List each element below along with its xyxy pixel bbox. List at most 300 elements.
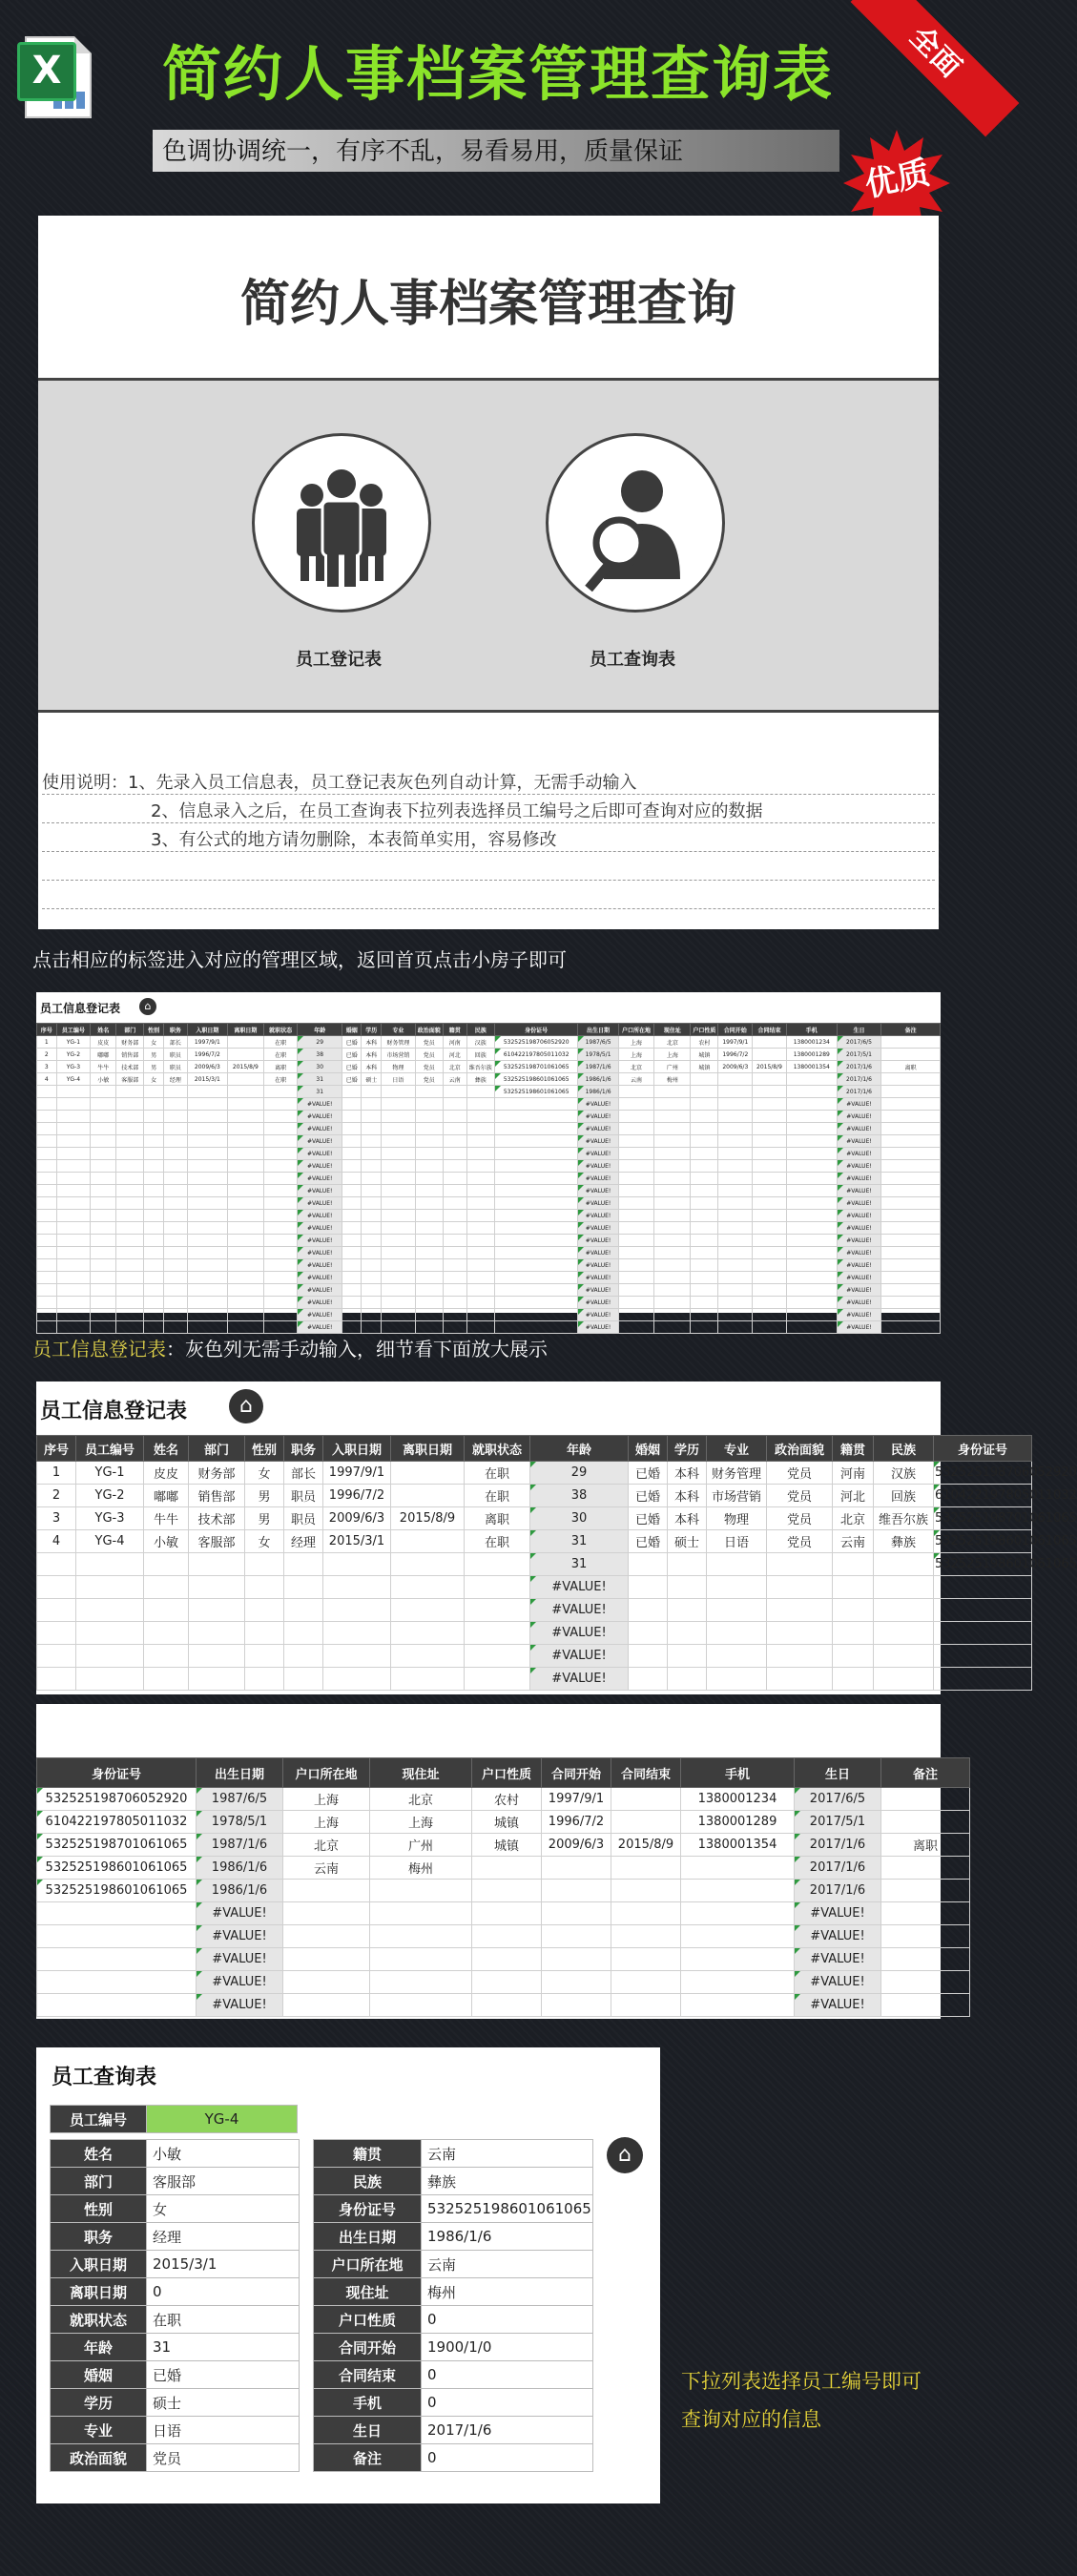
table-cell[interactable] [144,1148,164,1160]
table-cell[interactable]: #VALUE! [197,1948,283,1971]
table-cell[interactable] [323,1622,391,1645]
table-cell[interactable] [668,1645,707,1668]
table-cell[interactable] [718,1135,753,1148]
table-cell[interactable]: 女 [144,1073,164,1086]
table-cell[interactable]: YG-3 [76,1507,144,1530]
table-cell[interactable] [611,1857,681,1880]
table-cell[interactable] [227,1073,263,1086]
table-cell[interactable] [415,1160,443,1173]
table-cell[interactable] [163,1272,187,1284]
table-cell[interactable]: 2015/3/1 [323,1530,391,1553]
table-cell[interactable]: 客服部 [116,1073,144,1086]
table-cell[interactable]: #VALUE! [578,1247,618,1259]
table-cell[interactable]: 河北 [833,1485,874,1507]
table-cell[interactable] [56,1148,91,1160]
table-cell[interactable] [494,1321,578,1334]
table-cell[interactable] [163,1309,187,1321]
table-cell[interactable] [342,1210,362,1222]
table-cell[interactable] [786,1173,837,1185]
table-cell[interactable] [466,1197,494,1210]
table-cell[interactable] [370,1880,472,1902]
table-cell[interactable] [767,1553,833,1576]
table-cell[interactable] [362,1284,382,1297]
table-cell[interactable] [76,1622,144,1645]
table-cell[interactable] [56,1197,91,1210]
table-cell[interactable]: 532525198701061065 [37,1834,197,1857]
table-cell[interactable]: #VALUE! [298,1148,342,1160]
table-cell[interactable]: 财务部 [116,1036,144,1049]
table-cell[interactable]: YG-3 [56,1061,91,1073]
table-cell[interactable] [91,1247,116,1259]
table-cell[interactable] [56,1111,91,1123]
table-cell[interactable] [718,1284,753,1297]
table-cell[interactable] [415,1111,443,1123]
table-cell[interactable] [466,1185,494,1197]
table-cell[interactable] [37,1668,76,1691]
table-cell[interactable] [37,1222,57,1235]
table-cell[interactable]: 1996/7/2 [187,1049,227,1061]
table-cell[interactable] [618,1148,654,1160]
table-cell[interactable] [187,1111,227,1123]
table-cell[interactable] [618,1197,654,1210]
table-cell[interactable] [494,1173,578,1185]
table-cell[interactable] [187,1297,227,1309]
table-cell[interactable]: 北京 [283,1834,370,1857]
table-cell[interactable]: #VALUE! [578,1098,618,1111]
table-cell[interactable] [668,1668,707,1691]
table-cell[interactable] [342,1185,362,1197]
table-cell[interactable] [323,1668,391,1691]
table-cell[interactable]: 河南 [833,1462,874,1485]
table-cell[interactable] [753,1284,787,1297]
table-cell[interactable] [91,1098,116,1111]
table-cell[interactable] [342,1197,362,1210]
table-cell[interactable]: 2009/6/3 [718,1061,753,1073]
table-cell[interactable]: 男 [245,1507,284,1530]
table-cell[interactable] [881,1148,941,1160]
table-cell[interactable] [466,1247,494,1259]
table-cell[interactable] [415,1086,443,1098]
table-cell[interactable] [494,1185,578,1197]
table-cell[interactable] [227,1111,263,1123]
table-cell[interactable] [833,1599,874,1622]
table-cell[interactable]: #VALUE! [837,1247,880,1259]
table-cell[interactable] [654,1284,691,1297]
table-cell[interactable] [542,1948,611,1971]
table-cell[interactable]: 汉族 [466,1036,494,1049]
table-cell[interactable]: 北京 [618,1061,654,1073]
table-cell[interactable] [718,1111,753,1123]
query-nav-button[interactable] [546,433,725,613]
table-cell[interactable] [494,1111,578,1123]
table-cell[interactable]: #VALUE! [837,1111,880,1123]
table-cell[interactable] [144,1599,189,1622]
table-cell[interactable] [227,1297,263,1309]
table-cell[interactable] [786,1321,837,1334]
table-cell[interactable] [382,1197,416,1210]
table-cell[interactable] [881,1971,970,1994]
table-cell[interactable] [691,1309,718,1321]
table-cell[interactable] [494,1160,578,1173]
table-cell[interactable]: 已婚 [629,1507,668,1530]
table-cell[interactable] [443,1135,466,1148]
table-cell[interactable] [163,1247,187,1259]
table-cell[interactable] [227,1098,263,1111]
table-cell[interactable]: YG-2 [56,1049,91,1061]
table-cell[interactable]: 河北 [443,1049,466,1061]
table-cell[interactable]: 回族 [874,1485,934,1507]
table-cell[interactable]: #VALUE! [837,1160,880,1173]
table-cell[interactable]: YG-1 [76,1462,144,1485]
table-cell[interactable] [881,1111,941,1123]
table-cell[interactable] [654,1247,691,1259]
table-cell[interactable]: 上海 [618,1049,654,1061]
table-cell[interactable]: 1997/9/1 [718,1036,753,1049]
table-cell[interactable] [753,1111,787,1123]
table-cell[interactable] [382,1309,416,1321]
table-cell[interactable] [362,1222,382,1235]
table-cell[interactable] [56,1160,91,1173]
table-cell[interactable] [284,1645,323,1668]
table-cell[interactable]: 北京 [654,1036,691,1049]
table-cell[interactable] [284,1668,323,1691]
table-cell[interactable] [786,1272,837,1284]
table-cell[interactable] [466,1235,494,1247]
table-cell[interactable]: 云南 [618,1073,654,1086]
table-cell[interactable]: 1 [37,1036,57,1049]
table-cell[interactable] [144,1160,164,1173]
table-cell[interactable] [611,1788,681,1811]
table-cell[interactable]: #VALUE! [298,1272,342,1284]
table-cell[interactable]: 销售部 [116,1049,144,1061]
table-cell[interactable] [391,1530,465,1553]
table-cell[interactable] [391,1668,465,1691]
table-cell[interactable]: #VALUE! [298,1197,342,1210]
table-cell[interactable] [833,1645,874,1668]
table-cell[interactable]: 1986/1/6 [197,1857,283,1880]
table-cell[interactable]: 532525198601061065 [934,1530,1032,1553]
table-cell[interactable] [618,1160,654,1173]
table-cell[interactable]: 维吾尔族 [874,1507,934,1530]
table-cell[interactable] [466,1086,494,1098]
home-button[interactable] [229,1389,263,1423]
table-cell[interactable]: 嘟嘟 [144,1485,189,1507]
table-cell[interactable] [116,1160,144,1173]
table-cell[interactable] [415,1321,443,1334]
table-cell[interactable] [382,1259,416,1272]
table-cell[interactable] [116,1148,144,1160]
table-cell[interactable] [881,1902,970,1925]
table-cell[interactable]: #VALUE! [298,1284,342,1297]
table-cell[interactable] [382,1297,416,1309]
table-cell[interactable] [494,1148,578,1160]
table-cell[interactable] [654,1259,691,1272]
table-cell[interactable] [465,1553,530,1576]
table-cell[interactable] [611,1902,681,1925]
table-cell[interactable] [465,1645,530,1668]
table-cell[interactable]: 在职 [263,1049,298,1061]
table-cell[interactable] [163,1284,187,1297]
table-cell[interactable] [443,1148,466,1160]
table-cell[interactable] [362,1123,382,1135]
table-cell[interactable] [91,1259,116,1272]
table-cell[interactable]: 党员 [767,1485,833,1507]
table-cell[interactable]: #VALUE! [837,1284,880,1297]
table-cell[interactable] [91,1160,116,1173]
table-cell[interactable] [283,1925,370,1948]
table-cell[interactable] [189,1576,245,1599]
table-cell[interactable] [881,1321,941,1334]
table-cell[interactable] [718,1160,753,1173]
table-cell[interactable] [116,1247,144,1259]
table-cell[interactable]: 1987/6/5 [197,1788,283,1811]
table-cell[interactable] [56,1086,91,1098]
table-cell[interactable] [227,1247,263,1259]
table-cell[interactable] [362,1259,382,1272]
table-cell[interactable] [187,1148,227,1160]
table-cell[interactable] [681,1880,795,1902]
table-cell[interactable] [263,1210,298,1222]
table-cell[interactable] [494,1247,578,1259]
table-cell[interactable]: 1380001354 [681,1834,795,1857]
table-cell[interactable] [37,1297,57,1309]
table-cell[interactable]: 已婚 [629,1530,668,1553]
table-cell[interactable] [382,1210,416,1222]
table-cell[interactable] [227,1148,263,1160]
table-cell[interactable]: 部长 [163,1036,187,1049]
table-cell[interactable] [263,1148,298,1160]
table-cell[interactable]: 4 [37,1530,76,1553]
table-cell[interactable]: 532525198601061065 [37,1857,197,1880]
table-cell[interactable] [786,1111,837,1123]
table-cell[interactable]: #VALUE! [837,1173,880,1185]
table-cell[interactable] [681,1994,795,2017]
table-cell[interactable]: 2017/1/6 [795,1857,881,1880]
table-cell[interactable] [187,1123,227,1135]
table-cell[interactable]: 2017/5/1 [837,1049,880,1061]
table-cell[interactable]: 回族 [466,1049,494,1061]
table-cell[interactable] [382,1086,416,1098]
table-cell[interactable] [263,1185,298,1197]
table-cell[interactable] [874,1576,934,1599]
table-cell[interactable] [163,1321,187,1334]
table-cell[interactable] [382,1173,416,1185]
table-cell[interactable] [629,1622,668,1645]
table-cell[interactable]: 皮皮 [91,1036,116,1049]
table-cell[interactable] [91,1135,116,1148]
table-cell[interactable] [753,1160,787,1173]
table-cell[interactable] [91,1284,116,1297]
table-cell[interactable] [362,1173,382,1185]
table-cell[interactable]: #VALUE! [578,1210,618,1222]
table-cell[interactable] [187,1098,227,1111]
table-cell[interactable]: 离职 [263,1061,298,1073]
table-cell[interactable] [323,1645,391,1668]
table-cell[interactable] [415,1222,443,1235]
table-cell[interactable]: 1 [37,1462,76,1485]
table-cell[interactable] [187,1272,227,1284]
table-cell[interactable]: #VALUE! [578,1297,618,1309]
table-cell[interactable] [753,1297,787,1309]
table-cell[interactable] [144,1622,189,1645]
table-cell[interactable]: #VALUE! [837,1123,880,1135]
table-cell[interactable] [654,1197,691,1210]
table-cell[interactable] [466,1111,494,1123]
table-cell[interactable] [881,1925,970,1948]
table-cell[interactable] [681,1902,795,1925]
table-cell[interactable] [881,1185,941,1197]
table-cell[interactable] [144,1297,164,1309]
table-cell[interactable] [283,1880,370,1902]
table-cell[interactable]: 党员 [767,1530,833,1553]
table-cell[interactable] [187,1197,227,1210]
table-cell[interactable] [362,1247,382,1259]
table-cell[interactable]: 1987/6/5 [578,1036,618,1049]
table-cell[interactable] [718,1197,753,1210]
table-cell[interactable]: 技术部 [116,1061,144,1073]
table-cell[interactable]: #VALUE! [837,1272,880,1284]
table-cell[interactable]: 本科 [362,1049,382,1061]
table-cell[interactable] [494,1309,578,1321]
table-cell[interactable] [382,1222,416,1235]
table-cell[interactable]: 本科 [362,1036,382,1049]
table-cell[interactable] [56,1098,91,1111]
table-cell[interactable]: 嘟嘟 [91,1049,116,1061]
table-cell[interactable] [116,1123,144,1135]
table-cell[interactable] [187,1235,227,1247]
table-cell[interactable] [91,1185,116,1197]
table-cell[interactable] [691,1210,718,1222]
table-cell[interactable]: 北京 [833,1507,874,1530]
table-cell[interactable]: 3 [37,1507,76,1530]
table-cell[interactable]: 皮皮 [144,1462,189,1485]
table-cell[interactable] [681,1857,795,1880]
table-cell[interactable] [691,1222,718,1235]
table-cell[interactable] [263,1309,298,1321]
table-cell[interactable]: 市场营销 [382,1049,416,1061]
table-cell[interactable]: 1380001289 [786,1049,837,1061]
table-cell[interactable] [618,1309,654,1321]
table-cell[interactable] [691,1235,718,1247]
table-cell[interactable]: 硕士 [668,1530,707,1553]
table-cell[interactable]: 1996/7/2 [718,1049,753,1061]
table-cell[interactable] [415,1247,443,1259]
table-cell[interactable]: 532525198701061065 [494,1061,578,1073]
table-cell[interactable] [187,1259,227,1272]
table-cell[interactable] [934,1668,1032,1691]
table-cell[interactable]: #VALUE! [578,1284,618,1297]
table-cell[interactable]: #VALUE! [837,1148,880,1160]
table-cell[interactable]: #VALUE! [578,1111,618,1123]
table-cell[interactable] [245,1668,284,1691]
table-cell[interactable] [415,1284,443,1297]
table-cell[interactable] [187,1284,227,1297]
table-cell[interactable] [91,1111,116,1123]
table-cell[interactable]: YG-2 [76,1485,144,1507]
table-cell[interactable] [362,1086,382,1098]
table-cell[interactable] [144,1259,164,1272]
query-nav-label[interactable]: 员工查询表 [590,650,675,670]
table-cell[interactable]: 已婚 [629,1462,668,1485]
table-cell[interactable] [718,1098,753,1111]
table-cell[interactable]: 3 [37,1061,57,1073]
table-cell[interactable] [56,1210,91,1222]
table-cell[interactable] [472,1902,542,1925]
table-cell[interactable] [187,1185,227,1197]
table-cell[interactable] [494,1235,578,1247]
table-cell[interactable] [691,1086,718,1098]
table-cell[interactable] [443,1309,466,1321]
table-cell[interactable] [472,1925,542,1948]
table-cell[interactable] [116,1098,144,1111]
table-cell[interactable] [342,1272,362,1284]
table-cell[interactable] [76,1576,144,1599]
table-cell[interactable]: 财务管理 [382,1036,416,1049]
table-cell[interactable] [391,1462,465,1485]
table-cell[interactable] [881,1880,970,1902]
table-cell[interactable] [227,1235,263,1247]
table-cell[interactable] [691,1321,718,1334]
table-cell[interactable] [342,1235,362,1247]
table-cell[interactable] [163,1111,187,1123]
table-cell[interactable]: 日语 [382,1073,416,1086]
table-cell[interactable] [91,1309,116,1321]
table-cell[interactable]: 38 [298,1049,342,1061]
table-cell[interactable] [263,1284,298,1297]
table-cell[interactable]: #VALUE! [837,1297,880,1309]
table-cell[interactable] [753,1247,787,1259]
table-cell[interactable] [116,1259,144,1272]
table-cell[interactable] [786,1247,837,1259]
table-cell[interactable] [618,1297,654,1309]
table-cell[interactable] [263,1086,298,1098]
table-cell[interactable]: 广州 [654,1061,691,1073]
table-cell[interactable] [881,1123,941,1135]
table-cell[interactable] [874,1553,934,1576]
table-cell[interactable]: 技术部 [189,1507,245,1530]
table-cell[interactable] [342,1321,362,1334]
table-cell[interactable] [654,1210,691,1222]
table-cell[interactable] [874,1645,934,1668]
table-cell[interactable] [342,1297,362,1309]
table-cell[interactable] [382,1098,416,1111]
table-cell[interactable] [691,1148,718,1160]
table-cell[interactable]: 北京 [443,1061,466,1073]
table-cell[interactable]: #VALUE! [795,1994,881,2017]
table-cell[interactable] [443,1222,466,1235]
table-cell[interactable] [362,1111,382,1123]
table-cell[interactable]: #VALUE! [837,1235,880,1247]
table-cell[interactable] [443,1185,466,1197]
table-cell[interactable] [116,1173,144,1185]
table-cell[interactable] [391,1645,465,1668]
table-cell[interactable] [362,1185,382,1197]
table-cell[interactable]: #VALUE! [298,1297,342,1309]
table-cell[interactable]: 女 [245,1462,284,1485]
table-cell[interactable] [691,1247,718,1259]
table-cell[interactable] [382,1111,416,1123]
table-cell[interactable]: #VALUE! [578,1235,618,1247]
table-cell[interactable] [187,1222,227,1235]
table-cell[interactable] [263,1297,298,1309]
table-cell[interactable] [144,1235,164,1247]
table-cell[interactable]: 经理 [284,1530,323,1553]
table-cell[interactable] [881,1857,970,1880]
table-cell[interactable] [934,1576,1032,1599]
table-cell[interactable] [283,1902,370,1925]
table-cell[interactable] [881,1086,941,1098]
table-cell[interactable] [494,1197,578,1210]
